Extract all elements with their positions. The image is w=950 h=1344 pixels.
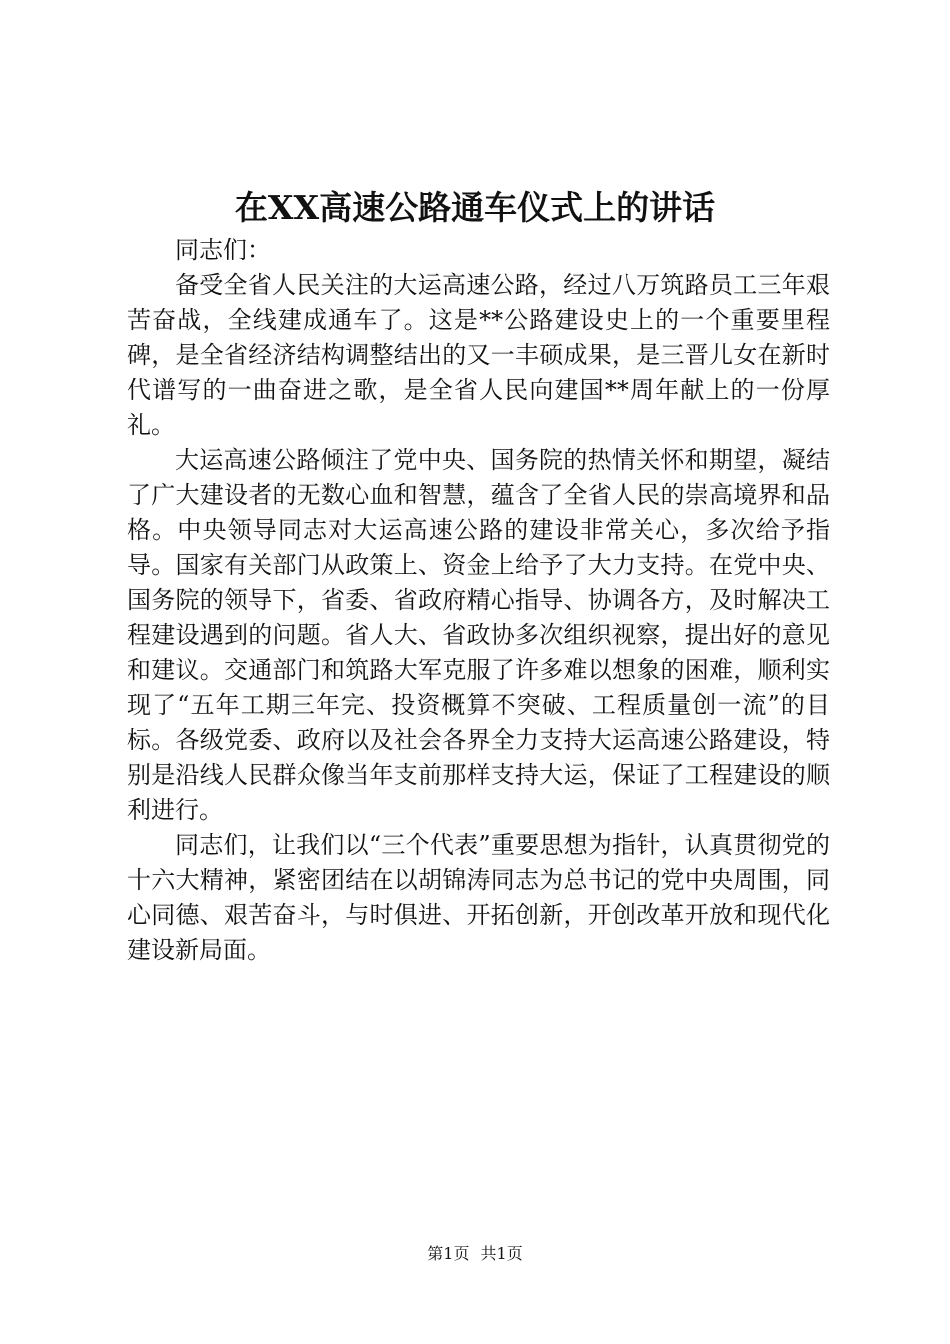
page-total: 共1页 [480, 1244, 523, 1263]
document-body [127, 233, 830, 968]
paragraph-1: 备受全省人民关注的大运高速公路，经过八万筑路员工三年艰苦奋战，全线建成通车了。这是**公路建设史上的一个重要里程碑，是全省经济结构调整结出的又一丰硕成果，是三晋儿女在新时代谱写的一曲奋进之歌，是全省人民向建国**周年献上的一份厚礼。 [127, 271, 830, 439]
page-number: 第1页 [427, 1244, 470, 1263]
paragraph-3: 同志们，让我们以“三个代表”重要思想为指针，认真贯彻党的十六大精神，紧密团结在以胡锦涛同志为总书记的党中央周围，同心同德、艰苦奋斗，与时俱进、开拓创新，开创改革开放和现代化建设新局面。 [127, 831, 830, 964]
page-footer [0, 1242, 950, 1266]
salutation: 同志们： [175, 236, 271, 264]
document-title: 在XX高速公路通车仪式上的讲话 [234, 188, 716, 227]
paragraph-2: 大运高速公路倾注了党中央、国务院的热情关怀和期望，凝结了广大建设者的无数心血和智慧，蕴含了全省人民的崇高境界和品格。中央领导同志对大运高速公路的建设非常关心，多次给予指导。国家有关部门从政策上、资金上给予了大力支持。在党中央、国务院的领导下，省委、省政府精心指导、协调各方，及时解决工程建设遇到的问题。省人大、省政协多次组织视察，提出好的意见和建议。交通部门和筑路大军克服了许多难以想象的困难，顺利实现了“五年工期三年完、投资概算不突破、工程质量创一流”的目标。各级党委、政府以及社会各界全力支持大运高速公路建设，特别是沿线人民群众像当年支前那样支持大运，保证了工程建设的顺利进行。 [127, 446, 830, 824]
